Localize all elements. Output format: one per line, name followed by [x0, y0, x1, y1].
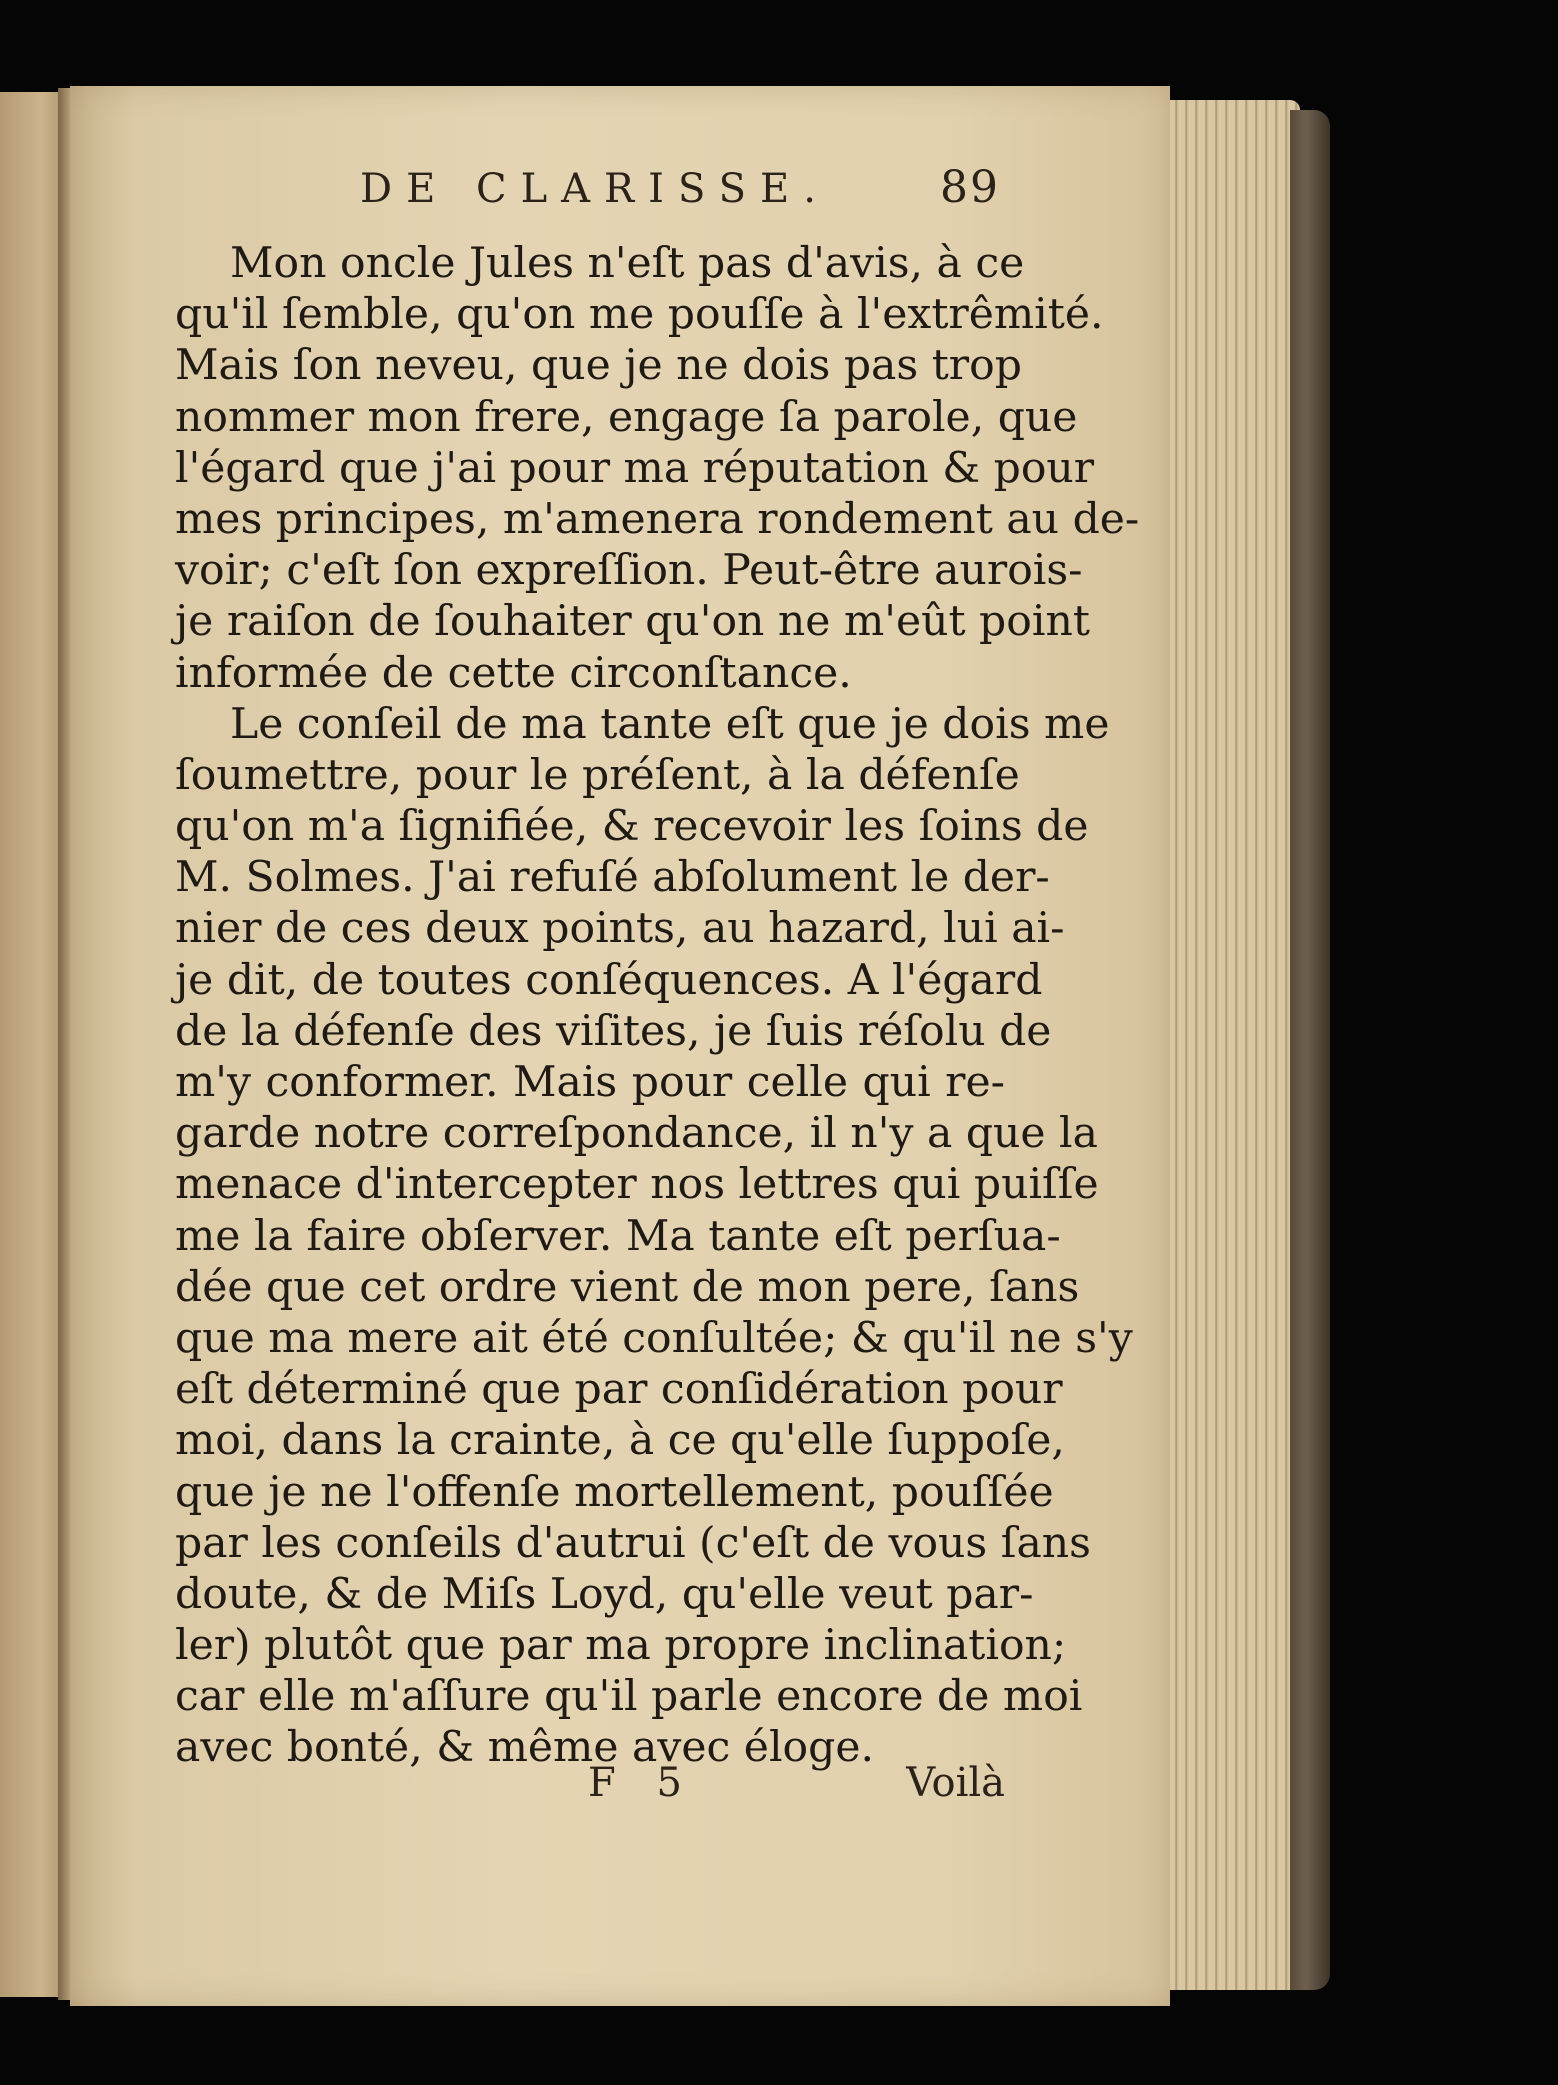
text-line: ler) plutôt que par ma propre inclination;	[175, 1621, 1067, 1671]
text-line: l'égard que j'ai pour ma réputation & pour	[175, 443, 1095, 493]
page-edges	[1160, 100, 1300, 1990]
text-line: voir; c'eſt ſon expreſſion. Peut-être aurois-	[175, 546, 1083, 596]
signature-mark: F 5	[588, 1760, 696, 1806]
text-line: Mais ſon neveu, que je ne dois pas trop	[175, 341, 1022, 391]
catchword: Voilà	[906, 1760, 1005, 1806]
text-line: doute, & de Miſs Loyd, qu'elle veut par-	[175, 1569, 1034, 1619]
body-text	[175, 238, 1140, 1774]
text-line: eſt déterminé que par conſidération pour	[175, 1365, 1063, 1415]
text-line: ſoumettre, pour le préſent, à la défenſe	[175, 750, 1020, 800]
text-line: par les conſeils d'autrui (c'eſt de vous ſans	[175, 1518, 1091, 1568]
text-line: M. Solmes. J'ai refuſé abſolument le der-	[175, 853, 1050, 903]
text-line: garde notre correſpondance, il n'y a que la	[175, 1109, 1098, 1159]
text-line: que je ne l'offenſe mortellement, pouſſée	[175, 1467, 1054, 1517]
running-title: DE CLARISSE.	[360, 166, 830, 212]
text-line: dée que cet ordre vient de mon pere, ſans	[175, 1262, 1080, 1312]
text-line: car elle m'aſſure qu'il parle encore de moi	[175, 1672, 1083, 1722]
text-line: nier de ces deux points, au hazard, lui ai-	[175, 904, 1065, 954]
text-line: menace d'intercepter nos lettres qui puiſſe	[175, 1160, 1099, 1210]
text-line: que ma mere ait été conſultée; & qu'il ne s'y	[175, 1313, 1133, 1363]
text-line: je raiſon de ſouhaiter qu'on ne m'eût point	[175, 597, 1090, 647]
text-line: je dit, de toutes conſéquences. A l'égard	[175, 955, 1043, 1005]
text-line: informée de cette circonſtance.	[175, 648, 852, 698]
page-number: 89	[940, 162, 1000, 213]
running-header	[360, 162, 1000, 222]
text-line: Le conſeil de ma tante eſt que je dois me	[230, 699, 1110, 749]
text-line: qu'il ſemble, qu'on me pouſſe à l'extrêmité.	[175, 290, 1104, 340]
text-line: de la défenſe des viſites, je ſuis réſolu de	[175, 1006, 1052, 1056]
page-footer	[175, 1760, 1005, 1820]
text-line: qu'on m'a ſignifiée, & recevoir les ſoins de	[175, 802, 1089, 852]
text-line: moi, dans la crainte, à ce qu'elle ſuppoſe,	[175, 1416, 1065, 1466]
text-line: Mon oncle Jules n'eſt pas d'avis, à ce	[230, 239, 1025, 288]
text-line: mes principes, m'amenera rondement au de-	[175, 494, 1140, 544]
text-line: nommer mon frere, engage ſa parole, que	[175, 392, 1078, 442]
text-line: avec bonté, & même avec éloge.	[175, 1723, 874, 1773]
book-cover	[1290, 110, 1330, 1990]
text-line: me la faire obſerver. Ma tante eſt perſua-	[175, 1211, 1061, 1261]
text-line: m'y conformer. Mais pour celle qui re-	[175, 1058, 1005, 1107]
